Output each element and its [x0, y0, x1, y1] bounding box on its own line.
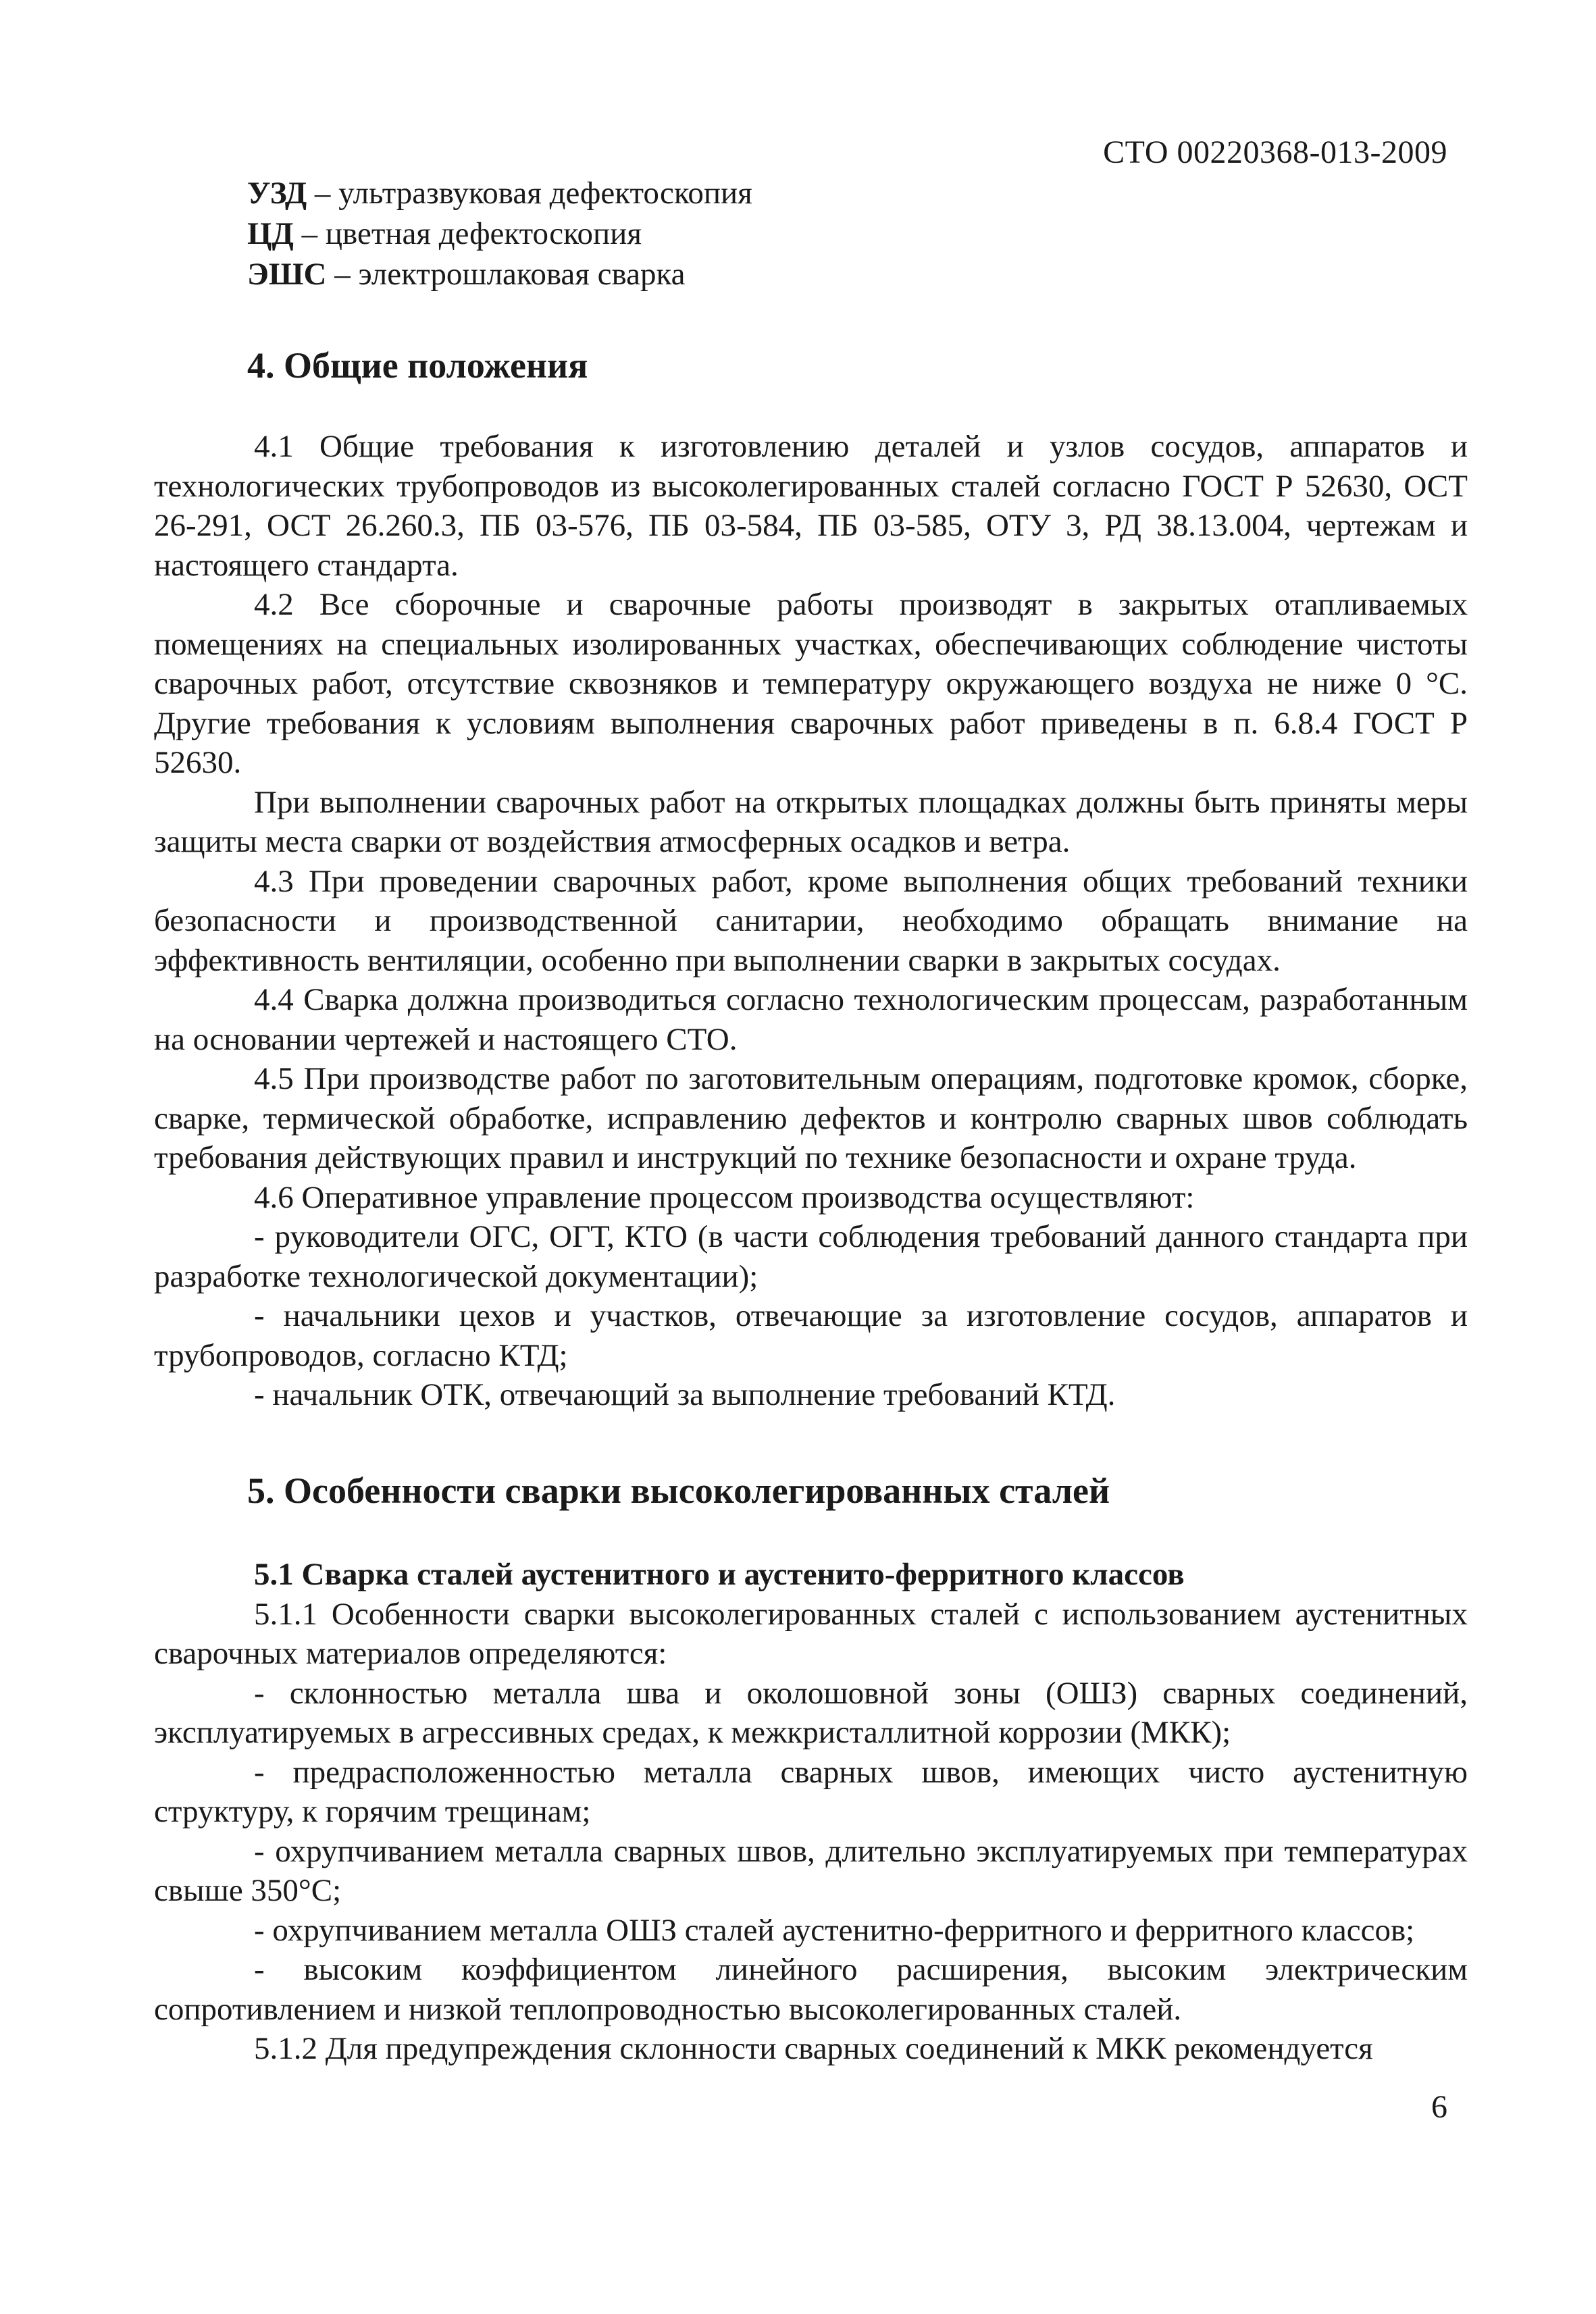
document-code: СТО 00220368-013-2009 [1103, 134, 1447, 170]
section-4-body [154, 427, 1468, 1415]
paragraph-4-4: 4.4 Сварка должна производиться согласно технологическим процессам, разработанным на основании чертежей и настоящего СТО. [154, 982, 1468, 1057]
list-item: - руководители ОГС, ОГТ, КТО (в части соблюдения требований данного стандарта при разработке технологической документации); [154, 1219, 1468, 1294]
paragraph-4-2: 4.2 Все сборочные и сварочные работы производят в закрытых отапливаемых помещениях на специальных изолированных участках, обеспечивающих соблюдение чистоты сварочных работ, отсутствие сквозняков и температуру окружающего воздуха не ниже 0 °С. Другие требования к условиям выполнения сварочных работ приведены в п. 6.8.4 ГОСТ Р 52630. [154, 587, 1468, 780]
list-item: - высоким коэффициентом линейного расширения, высоким электрическим сопротивлением и низкой теплопроводностью высоколегированных сталей. [154, 1952, 1468, 2027]
paragraph-5-1-1: 5.1.1 Особенности сварки высоколегированных сталей с использованием аустенитных сварочных материалов определяются: [154, 1596, 1468, 1671]
abbreviation-item [247, 213, 1463, 254]
abbreviation-list [247, 173, 1463, 294]
abbreviation-term: ЭШС [247, 257, 327, 292]
abbreviation-item [247, 254, 1463, 294]
page-number: 6 [1431, 2089, 1447, 2125]
list-item: - охрупчиванием металла сварных швов, длительно эксплуатируемых при температурах свыше 350°С; [154, 1833, 1468, 1908]
list-item: - охрупчиванием металла ОШЗ сталей аустенитно-ферритного и ферритного классов; [254, 1912, 1415, 1948]
paragraph-4-1: 4.1 Общие требования к изготовлению деталей и узлов сосудов, аппаратов и технологических трубопроводов из высоколегированных сталей согласно ГОСТ Р 52630, ОСТ 26-291, ОСТ 26.260.3, ПБ 03-576, ПБ 03-584, ПБ 03-585, ОТУ 3, РД 38.13.004, чертежам и настоящего стандарта. [154, 429, 1468, 583]
section-5-body [154, 1555, 1468, 2069]
abbreviation-term: ЦД [247, 216, 294, 251]
paragraph-4-6: 4.6 Оперативное управление процессом производства осуществляют: [254, 1179, 1195, 1215]
abbreviation-term: УЗД [247, 176, 307, 211]
list-item: - предрасположенностью металла сварных швов, имеющих чисто аустенитную структуру, к горячим трещинам; [154, 1754, 1468, 1829]
paragraph-open-air: При выполнении сварочных работ на открытых площадках должны быть приняты меры защиты места сварки от воздействия атмосферных осадков и ветра. [154, 784, 1468, 859]
subsection-5-1-title: 5.1 Сварка сталей аустенитного и аустенито-ферритного классов [254, 1557, 1185, 1592]
abbreviation-definition: – электрошлаковая сварка [326, 257, 686, 292]
list-item: - склонностью металла шва и околошовной зоны (ОШЗ) сварных соединений, эксплуатируемых в агрессивных средах, к межкристаллитной коррозии (МКК); [154, 1675, 1468, 1750]
paragraph-4-5: 4.5 При производстве работ по заготовительным операциям, подготовке кромок, сборке, сварке, термической обработке, исправлению дефектов и контролю сварных швов соблюдать требования действующих правил и инструкций по технике безопасности и охране труда. [154, 1061, 1468, 1175]
abbreviation-definition: – ультразвуковая дефектоскопия [307, 176, 752, 211]
paragraph-4-3: 4.3 При проведении сварочных работ, кроме выполнения общих требований техники безопасности и производственной санитарии, необходимо обращать внимание на эффективность вентиляции, особенно при выполнении сварки в закрытых сосудах. [154, 863, 1468, 978]
section-5-title: 5. Особенности сварки высоколегированных сталей [247, 1470, 1110, 1511]
abbreviation-definition: – цветная дефектоскопия [293, 216, 642, 251]
abbreviation-item [247, 173, 1463, 213]
paragraph-5-1-2: 5.1.2 Для предупреждения склонности сварных соединений к МКК рекомендуется [254, 2031, 1373, 2066]
list-item: - начальники цехов и участков, отвечающие за изготовление сосудов, аппаратов и трубопроводов, согласно КТД; [154, 1298, 1468, 1373]
section-4-title: 4. Общие положения [247, 345, 588, 386]
list-item: - начальник ОТК, отвечающий за выполнение требований КТД. [254, 1377, 1116, 1412]
